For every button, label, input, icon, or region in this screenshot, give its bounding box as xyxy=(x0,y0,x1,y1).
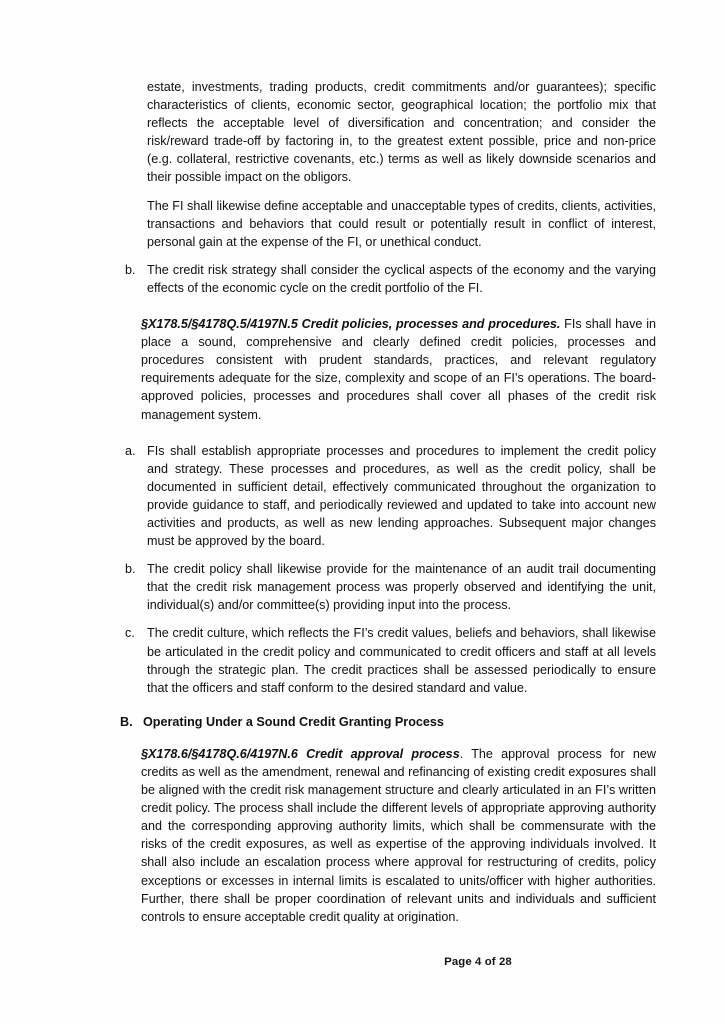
list-item xyxy=(120,560,656,614)
list-item xyxy=(120,624,656,696)
section-6-body: . The approval process for new credits as well as the amendment, renewal and refinancing of existing credit exposures shall be aligned with the credit risk management structure and clearly articulated in an FI’s written credit policy. The process shall include the different levels of appropriate approving authority and the corresponding approving authority limits, which shall be commensurate with the risks of the credit exposures, as well as expertise of the approving individuals involved. It shall also include an escalation process where approval for restructuring of credits, policy exceptions or excesses in internal limits is escalated to units/officer with higher authorities. Further, there shall be proper coordination of relevant units and individuals and sufficient controls to ensure acceptable credit quality at origination. xyxy=(141,746,656,924)
list-item-text: FIs shall establish appropriate processes and procedures to implement the credit policy and strategy. These processes and procedures, as well as the credit policy, shall be documented in sufficient detail, effectively communicated throughout the organization to provide guidance to staff, and periodically reviewed and updated to take into account new activities and products, as well as new lending approaches. Subsequent major changes must be approved by the board. xyxy=(147,443,656,549)
list-item-text: The credit policy shall likewise provide for the maintenance of an audit trail documenting that the credit risk management process was properly observed and identifying the unit, individual(s) and/or committee(s) providing input into the process. xyxy=(147,562,656,613)
section-b-heading xyxy=(120,713,656,731)
paragraph-fi-define-acceptable: The FI shall likewise define acceptable and unacceptable types of credits, clients, activities, transactions and behaviors that could result or potentially result in conflict of interest, personal gain at the expense of the FI, or unethical conduct. xyxy=(147,198,656,249)
section-b-letter: B. xyxy=(120,714,133,729)
section-b-title: Operating Under a Sound Credit Granting Process xyxy=(143,714,444,729)
section-5-block xyxy=(141,315,656,424)
section-6-block xyxy=(141,745,656,926)
page-number-label: Page 4 of 28 xyxy=(444,956,512,968)
page-footer xyxy=(0,956,724,968)
list-item-marker: a. xyxy=(125,443,136,458)
section-5-body: FIs shall have in place a sound, comprehensive and clearly defined credit policies, processes and procedures consistent with prudent standards, practices, and relevant regulatory requirements adequate for the size, complexity and scope of an FI’s operations. The board-approved policies, processes and procedures shall cover all phases of the credit risk management system. xyxy=(141,317,657,422)
section-6-reference: §X178.6/§4178Q.6/4197N.6 Credit approval process xyxy=(141,746,460,761)
list-item-text: The credit culture, which reflects the FI’s credit values, beliefs and behaviors, shall likewise be articulated in the credit policy and communicated to credit officers and staff at all levels through the strategic plan. The credit practices shall be assessed periodically to ensure that the officers and staff conform to the desired standard and value. xyxy=(147,626,656,695)
list-item xyxy=(120,261,656,297)
page-content xyxy=(120,78,656,936)
list-item-marker: b. xyxy=(125,562,136,577)
list-item-marker: c. xyxy=(125,626,135,641)
paragraph-continued-from-previous-page: estate, investments, trading products, credit commitments and/or guarantees); specific characteristics of clients, economic sector, geographical location; the portfolio mix that reflects the acceptable level of diversification and concentration; and consider the risk/reward trade-off by factoring in, to the greatest extent possible, price and non-price (e.g. collateral, restrictive covenants, etc.) terms as well as likely downside scenarios and their possible impact on the obligors. xyxy=(147,80,656,185)
list-item xyxy=(120,442,656,551)
section-5-reference: §X178.5/§4178Q.5/4197N.5 Credit policies, processes and procedures. xyxy=(141,317,561,332)
list-item-marker: b. xyxy=(125,262,136,277)
list-item-text: The credit risk strategy shall consider the cyclical aspects of the economy and the varying effects of the economic cycle on the credit portfolio of the FI. xyxy=(147,262,656,295)
